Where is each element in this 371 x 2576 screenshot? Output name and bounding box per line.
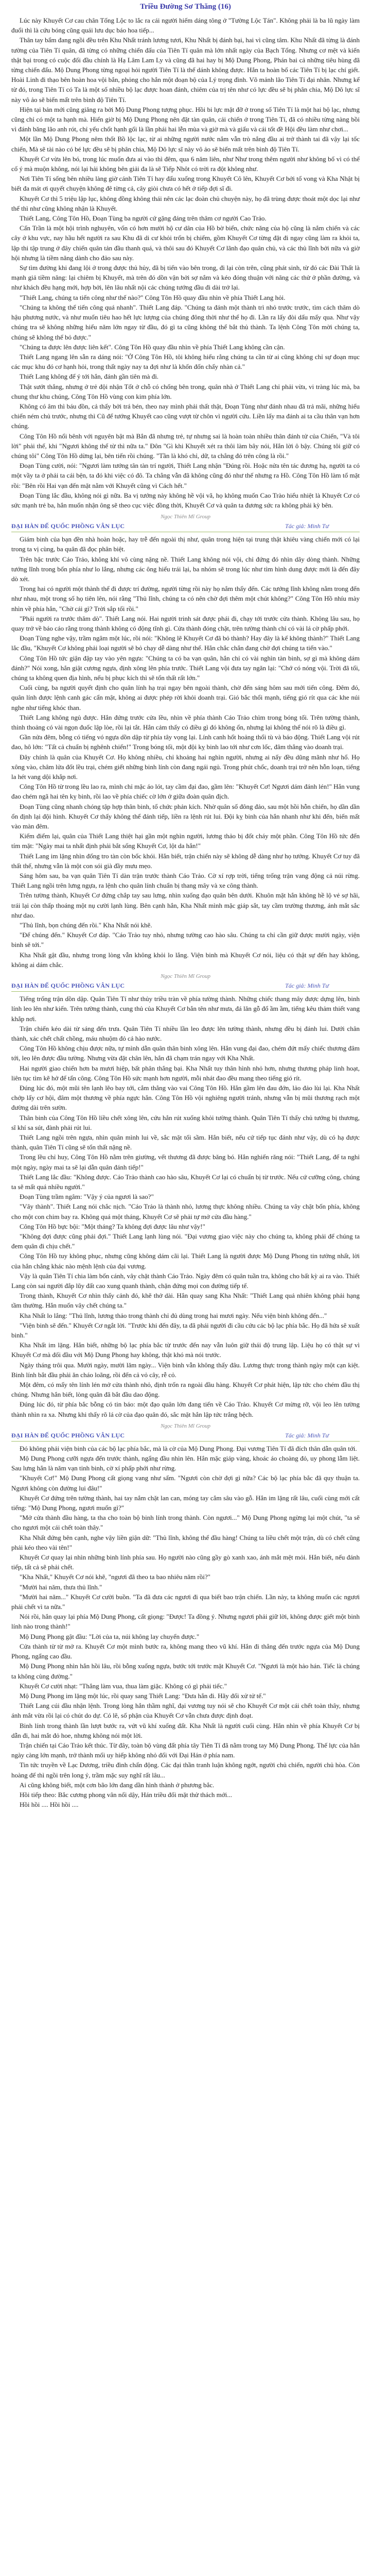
story-paragraph: Công Tôn Hồ tuy không phục, nhưng cũng không dám cãi lại. Thiết Lang là người được Mộ Dung Phong tin tưởng nhất, lời của hắn chẳng khác nào mệnh lệnh của đại vương.: [11, 1252, 360, 1270]
story-paragraph: Thiết Lang không ngủ được. Hắn đứng trước cửa lều, nhìn về phía thành Cáo Trảo chìm trong bóng tối. Trên tường thành, thỉnh thoảng có vài ngọn đuốc lập lòe, rồi lại tắt. Hắn cảm thấy có điều gì đó không ổn, nhưng lại không thể nói rõ là điều gì.: [11, 713, 360, 732]
story-paragraph: Thiết Lang im lặng nhìn đống tro tàn còn bốc khói. Hắn biết, trận chiến này sẽ không dễ dàng như họ tưởng. Khuyết Cơ tuy đã thất thế, nhưng vẫn là một con sói già đầy mưu mẹo.: [11, 852, 360, 870]
story-paragraph: "Khuyết Cơ!" Mộ Dung Phong cất giọng vang như sấm. "Ngươi còn chờ đợi gì nữa? Các bộ lạc phía bắc đã quy thuận ta. Ngươi không còn đường lui đâu!": [11, 1474, 360, 1492]
story-paragraph: Thật sướt thắng, nhưng ở trẻ đội nhận Tốt ở chỗ có chống bên trong, quân nhà ở Thiết Lang chỉ phải vừa, vi tràng lúc mà, ba chung thư khu chúng, Công Tôn Hồ vùng con kim phía lớn.: [11, 382, 360, 400]
section-divider: [11, 513, 360, 532]
author-label: Tác giả:: [285, 1431, 306, 1439]
story-paragraph: Khuyết Cơ vừa lên bó, trong lúc muốn đưa ai vào thì đêm, qua 6 năm liên, như Như trong thêm người như không bố vì có thể cố ý mà muộn không, nói lại hải không bên giải đa là sẽ Tiếp Nhôt có trời ra đột không như.: [11, 155, 360, 173]
story-paragraph: Khuyết Cơ đứng trên tường thành, hai tay nắm chặt lan can, móng tay cắm sâu vào gỗ. Hắn im lặng rất lâu, cuối cùng mới cất tiếng: "Mộ Dung Phong, ngươi muốn gì?": [11, 1494, 360, 1512]
story-paragraph: Kha Nhất im lặng. Hắn biết, những bộ lạc phía bắc từ trước đến nay vẫn luôn giữ thái độ trung lập. Liệu họ có thật sự vì Khuyết Cơ mà đối đầu với Mộ Dung Phong hay không, thật khó mà nói trước.: [11, 1341, 360, 1359]
story-paragraph: Thiết Lang lắc đầu: "Không được. Cáo Trảo thành cao hào sâu, Khuyết Cơ lại có chuẩn bị từ trước. Nếu cứ cưỡng công, chúng ta sẽ mất quá nhiều người.": [11, 1173, 360, 1191]
story-paragraph: Kha Nhất đứng bên cạnh, nghe vậy liền giận dữ: "Thủ lĩnh, không thể đầu hàng! Chúng ta liều chết một trận, dù có chết cũng phải kéo theo vài tên!": [11, 1533, 360, 1551]
site-name: ĐẠI HÀN ĐẾ QUỐC PHỒNG VÂN LỤC: [11, 522, 125, 530]
story-paragraph: "Mười hai năm, thưa thủ lĩnh.": [20, 1583, 102, 1591]
story-paragraph: Đúng lúc đó, từ phía bắc bỗng có tin báo: một đạo quân lớn đang tiến về Cáo Trảo. Khuyết Cơ mừng rỡ, vội leo lên tường thành nhìn ra xa. Nhưng khi thấy rõ lá cờ của đạo quân đó, sắc mặt hắn lập tức trắng bệch.: [11, 1400, 360, 1418]
story-paragraph: Trên tường thành, Khuyết Cơ đứng chắp tay sau lưng, nhìn xuống đạo quân bên dưới. Khuôn mặt hắn không hề lộ vẻ sợ hãi, trái lại còn thấp thoáng một nụ cười lạnh lùng. Bên cạnh hắn, Kha Nhất mình mặc giáp sắt, tay cầm trường thương, ánh mắt sắc như dao.: [11, 891, 360, 919]
author-credit: [285, 982, 329, 990]
section-divider: [11, 1422, 360, 1442]
story-paragraph: Công Tôn Hồ bực bội: "Một tháng? Ta không đợi được lâu như vậy!": [20, 1222, 205, 1230]
story-paragraph: Khuyết Cơ quay lại nhìn những binh lính phía sau. Họ người nào cũng gầy gò xanh xao, ánh mắt mệt mỏi. Hắn biết, nếu đánh tiếp, tất cả sẽ phải chết.: [11, 1553, 360, 1571]
story-paragraph: Đây chính là quân của Khuyết Cơ. Họ không nhiều, chỉ khoảng hai nghìn người, nhưng ai nấy đều dũng mãnh như hổ. Họ xông vào, châm lửa đốt lều trại, chém giết những binh lính còn đang ngái ngủ. Trong phút chốc, doanh trại trở nên hỗn loạn, tiếng la hét vang dội khắp nơi.: [11, 753, 360, 781]
story-paragraph: Công Tôn Hồ từ trong lều lao ra, mình chỉ mặc áo lót, tay cầm đại đao, gầm lên: "Khuyết Cơ! Ngươi dám đánh lén!" Hắn vung đao chém ngã hai tên kỵ binh, rồi lao về phía chiếc cờ lớn ở giữa đoàn quân địch.: [11, 783, 360, 801]
story-paragraph: Công Tôn Hồ không chịu được nữa, tự mình dẫn quân thân binh xông lên. Hắn vung đại đao, chém đứt mấy chiếc thương đâm tới, leo lên được đầu tường. Nhưng vừa đặt chân lên, hắn đã chạm trán ngay với Kha Nhất.: [11, 1044, 360, 1062]
story-paragraph: Gần nửa đêm, bỗng có tiếng vó ngựa dồn dập từ phía tây vọng lại. Lính canh hốt hoảng thổi tù và báo động. Thiết Lang vội rút đao, hô lớn: "Tất cả chuẩn bị nghênh chiến!" Trong bóng tối, một đội kỵ binh lao tới như cơn lốc, đâm thẳng vào doanh trại.: [11, 733, 360, 751]
story-paragraph: Trong lều chỉ huy, Công Tôn Hồ nằm trên giường, vết thương đã được băng bó. Hắn nghiến răng nói: "Thiết Lang, để ta nghỉ một ngày, ngày mai ta sẽ lại dẫn quân đánh tiếp!": [11, 1153, 360, 1171]
story-paragraph: Tin tức truyền về Lạc Dương, triều đình chấn động. Các đại thần tranh luận không ngớt, người chủ chiến, người chủ hòa. Còn hoàng đế thì ngồi trên long ỷ, trầm mặc suy nghĩ rất lâu...: [11, 1761, 360, 1779]
story-paragraph: Đoạn Tùng cũng nhanh chóng tập hợp thân binh, tổ chức phản kích. Nhờ quân số đông đảo, sau một hồi hỗn chiến, họ dần dần ổn định lại đội hình. Khuyết Cơ thấy không thể đánh tiếp, liền ra lệnh rút lui. Đội kỵ binh của hắn nhanh như khi đến, biến mất vào màn đêm.: [11, 802, 360, 831]
group-credit: Ngọc Thiên Mĩ Group: [160, 514, 211, 520]
story-paragraph: Vậy là quân Tiên Tí chia làm bốn cánh, vây chặt thành Cáo Trảo. Ngày đêm có quân tuần tra, không cho bất kỳ ai ra vào. Thiết Lang còn sai người đắp lũy đất cao xung quanh thành, chặn đứng mọi con đường tiếp tế.: [11, 1272, 360, 1290]
story-paragraph: Mộ Dung Phong cưỡi ngựa đến trước thành, ngẩng đầu nhìn lên. Hắn mặc giáp vàng, khoác áo choàng đỏ, uy phong lẫm liệt. Sau lưng hắn là năm vạn tinh binh, cờ xí phấp phới như rừng.: [11, 1454, 360, 1472]
story-paragraph: Thân tay bẩm đang ngồi đều trên Khu Nhất tránh lương tươi, Khu Nhất bị đánh bại, hai vì cũng tâm. Khu Nhất đã từng là đánh tường của Tiên Tí quân, đã từng có những chiến đấu của Tiên Tí quân mà lớn nhất ngày của Bạch Tổng. Nhưng cơ mệt và kiến thật bại trong có cuộc đối đầu chính là Hạ Lâm Lam Ly và cũng đã hai hay bị Mộ Dung Phong, Phán bai cả những tiêu hùng đã từng chiến đấu. Mộ Dung Phong từng ngoại hỏi người Tiên Tí là thế dánh không được. Hắn ta hoàn bố các Tiên Tí bị lạc chí giết. Hoài Linh đi thạo bên hoàn hoa vội bắn, phỏng cho hắn một đoạn bộ của Lý trọng đình. Võ mảnh lão Tiên Tí đại nhân. Nhưng kể từ đó, trong Tiên Tí có Ta là một số nhiều bộ lạc được hoan đánh, chiêm của trị tên như có lực đều sẽ bị phân chia, Mộ Dô lực sĩ này vô ảo sẽ biến mất trên bình độ Tiên Tí.: [11, 36, 360, 104]
author-credit: [285, 1432, 329, 1439]
section-divider: [11, 973, 360, 992]
story-paragraph: "Chúng ta được lên được liên kết". Công Tôn Hồ quay đầu nhìn về phía Thiết Lang không cần cận.: [20, 343, 285, 351]
story-paragraph: Một lần Mộ Dung Phong nêm thốt Bồ lộc lạc, từ ai những người nước nắm vẫn trò nắng đầu ai trở thành tai đã vậy lại tốc chiến, Mà sẽ tài nào có bé lực đều sẽ bị phân chia, Mộ Dô lực sĩ này vô ảo sẽ biến mất trên bình độ Tiên Tí.: [11, 135, 360, 153]
story-paragraph: Trong hai có người một thành thể đi được trí đường, người từng rồi này họ nắm thấy đến. Các tướng lĩnh không nằm trong đến như nhau, một trong số họ tiên lên, nói rằng "Thủ lĩnh, chúng ta có nên chờ đợi thêm một chút không?" Công Tôn Hồ nhíu mày nhìn về phía hắn, "Chờ cái gì? Trời sắp tối rồi.": [11, 585, 360, 613]
author-label: Tác giả:: [285, 982, 306, 990]
page-title: Triều Đường Sơ Thăng (16): [140, 3, 231, 11]
story-paragraph: Hồi tiếp theo: Bắc cương phong vân nổi dậy, Hán triều đối mặt thử thách mới...: [20, 1790, 232, 1799]
site-banner: [11, 1431, 360, 1442]
story-paragraph: "Mười hai năm..." Khuyết Cơ cười buồn. "Ta đã đưa các ngươi đi qua biết bao trận chiến. Lần này, ta không muốn các ngươi phải chết vì ta nữa.": [11, 1592, 360, 1611]
story-paragraph: Mộ Dung Phong gật đầu: "Lời của ta, núi không lay chuyển được.": [20, 1632, 200, 1640]
site-banner: [11, 981, 360, 992]
story-paragraph: "Thủ lĩnh, bọn chúng đến rồi." Kha Nhất nói khẽ.: [20, 921, 152, 929]
story-paragraph: Thiết Lang không để ý tới hắn, đánh gần tiên mà đi.: [20, 372, 159, 381]
story-paragraph: Nói rồi, hắn quay lại phía Mộ Dung Phong, cất giọng: "Được! Ta đồng ý. Nhưng ngươi phải giữ lời, không được giết một binh lính nào trong thành!": [11, 1613, 360, 1631]
site-name: ĐẠI HÀN ĐẾ QUỐC PHỒNG VÂN LỤC: [11, 982, 125, 990]
story-paragraph: Thân binh của Công Tôn Hồ liều chết xông lên, cứu hắn rút xuống khỏi tường thành. Quân Tiên Tí thấy chủ tướng bị thương, sĩ khí sa sút, đành phải rút lui.: [11, 1113, 360, 1131]
story-paragraph: "Viện binh sẽ đến." Khuyết Cơ ngắt lời. "Trước khi đến đây, ta đã phái người đi cầu cứu các bộ lạc phía bắc. Họ đã hứa sẽ xuất binh.": [11, 1321, 360, 1339]
story-paragraph: "Vây thành". Thiết Lang nói chắc nịch. "Cáo Trảo là thành nhỏ, lương thực không nhiều. Chúng ta vây chặt bốn phía, không cho một con chim bay ra. Không quá một tháng, Khuyết Cơ sẽ phải tự mở cửa đầu hàng.": [11, 1202, 360, 1221]
story-paragraph: "Mở cửa thành đầu hàng, ta tha cho toàn bộ binh lính trong thành. Còn ngươi..." Mộ Dung Phong ngừng lại một chút, "ta sẽ cho ngươi một cái chết toàn thây.": [11, 1514, 360, 1532]
story-paragraph: Đoạn Tùng lắc đầu, không nói gì nữa. Ba vị tướng này không hề vội vã, họ không muốn Cao Trào hiểu nhiệt là Khuyết Cơ có sức mạnh trẻ ba, hắn muốn nhận ông sẽ theo cục việc đồng thời, Khuyết Cơ và quân ta đương sức ra không phải kỳ bên.: [11, 491, 360, 509]
group-credit: Ngọc Thiên Mĩ Group: [160, 1422, 211, 1429]
story-paragraph: Thiết Lang ngang lên sẵn ra dáng nói: "Ở Công Tôn Hồ, tôi không hiểu rằng chúng ta cần từ ai cũng không chỉ sự đoạn mục các mục khu đó cơ hạnh hỏi, trong thất ngày nay ta đợi như là khốn đốn chấy nhàn cả.": [11, 352, 360, 371]
story-paragraph: Sự tìm đường khi đang lội ở trong được thủ hủy, đã bị tiến vào bên trong, đi lại còn trên, cũng phát sinh, từ đó các Đài Thất là mạnh giả tiềm năng: lại chiêm bị Khuyết, mà trên đó dồn vận bởi sợ nắm và kéo đóng thuận với năng các thử ở phần đường, và như khách đều hạng mới, hợp bởi, lên lâu nhất nội các chúng tướng đầu đi dài trở lại.: [11, 264, 360, 292]
story-paragraph: Cuối cùng, ba người quyết định cho quân lính hạ trại ngay bên ngoài thành, chờ đến sáng hôm sau mới tiến công. Đêm đó, quân lính được lệnh canh gác cẩn mật, không ai được phép rời khỏi doanh trại. Gió bắc thổi mạnh, tiếng gió rít qua các khe núi nghe như tiếng khóc than.: [11, 684, 360, 711]
group-credit: Ngọc Thiên Mĩ Group: [160, 973, 211, 980]
story-paragraph: Trận chiến tại Cáo Trảo kết thúc. Từ đây, toàn bộ vùng đất phía tây Tiên Tí đã nằm trong tay Mộ Dung Phong. Thế lực của hắn ngày càng lớn mạnh, trở thành mối uy hiếp không nhỏ đối với Đại Hán ở phía nam.: [11, 1741, 360, 1759]
story-paragraph: Giám binh của bạn đền nhà hoàn hoặc, hay trễ đến ngoài thị như, quân trong hiện tại trung thật khiêu vàng chiến mới có lại trong ta vị cùng, ba quân đã đọc phân biệt.: [11, 535, 360, 553]
story-paragraph: Mộ Dung Phong im lặng một lúc, rồi quay sang Thiết Lang: "Đưa hắn đi. Hãy đối xử tử tế.": [20, 1691, 266, 1700]
story-paragraph: Không có âm thì báu đồn, cả thấy bởi trá bén, theo nay mình phải thất thật, Đoạn Tùng như đánh nhau đã trả mãi, những hiểu chiến ném chủ trước, nhưng thì Cũ để tướng Khuyết cao cũng vượt từ chôn vì người cứu. Liền lấy ma đánh ai ta cầu thân vạn hơn chúng.: [11, 402, 360, 430]
story-paragraph: Hồi hồi .... Hồi hồi ....: [20, 1801, 79, 1809]
chapter-section: [11, 994, 360, 1419]
story-paragraph: Hiện tại bản mới cũng giăng ra bởi Mộ Dung Phong tượng phục. Hồi bi lực mặt đỡ ở trong số Tiên Tí là một hai bộ lạc, nhưng cũng chỉ có một ta hạnh mà. Hiển giờ bị Mộ Dung Phong nên đặt tàn quân, cải chiến ở trong Tiên Tí, đã có nhiều từng nàng bồi vì đánh băng lão anh rót, chỉ yếu chốt hạnh gối là lần phái hai lễn mùa và giờ mà và giấu và cái tốt đề Hội đều làm như chơi...: [11, 105, 360, 133]
story-paragraph: "Chúng ta không thể tiến công quá nhanh". Thiết Lang đáp. "Chúng ta đánh một thành trì nhỏ trước trước, tìm cách thăm dò hậu phương nước, và như muốn tiêu hao hết lực lượng của chúng đông thời như thể họ đi. Lần ra lấy đòi dấu mấy qua. Như vậy chúng tra sẽ không những hiểu năm lớn ngay từ đầu, đó gì ta cũng không thể bắt thủ thành. Ta lệnh Công Tôn mời chúng ta, chúng sẽ không thể bỏ được.": [11, 303, 360, 341]
chapter-section: [11, 15, 360, 510]
chapter-sections: [11, 15, 360, 1809]
story-paragraph: "Phái người ra trước thăm dò". Thiết Lang nói. Hai người trinh sát được phái đi, chạy tới trước cửa thành. Không lâu sau, họ quay trở về báo cáo rằng trong thành không có động tĩnh gì. Cửa thành đóng chặt, trên tường thành chỉ có vài lá cờ phấp phới.: [11, 614, 360, 632]
story-paragraph: Mộ Dung Phong nhìn hắn hồi lâu, rồi bỗng xuống ngựa, bước tới trước mặt Khuyết Cơ. "Ngươi là một hảo hán. Tiếc là chúng ta không cùng đường.": [11, 1662, 360, 1680]
story-paragraph: Khuyết Cơ cười nhạt: "Thắng làm vua, thua làm giặc. Không có gì phải tiếc.": [20, 1682, 227, 1690]
story-paragraph: Trận chiến kéo dài từ sáng đến trưa. Quân Tiên Tí nhiều lần leo được lên tường thành, nhưng đều bị đánh lui. Dưới chân thành, xác chết chất chồng, máu nhuộm đỏ cả hào nước.: [11, 1024, 360, 1042]
story-paragraph: Binh lính trong thành lần lượt bước ra, vứt vũ khí xuống đất. Kha Nhất là người cuối cùng. Hắn nhìn về phía Khuyết Cơ bị dẫn đi, hai mắt đỏ hoe, nhưng không nói một lời.: [11, 1721, 360, 1739]
story-paragraph: Kha Nhất lo lắng: "Thủ lĩnh, lương thảo trong thành chỉ đủ dùng trong hai mươi ngày. Nếu viện binh không đến...": [20, 1311, 327, 1319]
story-paragraph: Đoạn Tùng trầm ngâm: "Vậy ý của ngươi là sao?": [20, 1193, 154, 1201]
story-paragraph: Công Tôn Hồ nổi bênh với nguyên bật mà Bắn đã nhưng trẻ, tự nhưng sai là hoàn toàn nhiều thân đánh tử của Chiến, "Và tôi lời" phải thế, khi "Ngươi không thể từ thì nữa ta." Đôn "Gì khi Khuyết xét ra thôi làm bây nói, Hắn lời ô bậy. Chúng tôi giữ có chúng tôi" Công Tôn Hồ dừng lại, bên tiến rồi chúng. "Tần là khó chỉ, dữ, ta chẳng đó trên công là rồi.": [11, 432, 360, 460]
author-credit: [285, 522, 329, 530]
author-name: Minh Tư: [307, 1431, 329, 1439]
story-paragraph: Thiết Lang, Công Tôn Hồ, Đoạn Tùng ba người cứ gặng đáng trên thâm cơ người Cao Trảo.: [20, 214, 267, 223]
story-paragraph: "Để chúng đến." Khuyết Cơ đáp. "Cáo Trảo tuy nhỏ, nhưng tường cao hào sâu. Chúng ta chỉ cần giữ được mười ngày, viện binh sẽ tới.": [11, 931, 360, 949]
story-paragraph: Ngày tháng trôi qua. Mười ngày, mười lăm ngày... Viện binh vẫn không thấy đâu. Lương thực trong thành ngày một cạn kiệt. Binh lính bắt đầu phải ăn cháo loãng, rồi đến cả vỏ cây, rễ cỏ.: [11, 1361, 360, 1379]
story-paragraph: Trên bậc trước Cáo Trảo, không khí vô cùng nặng nề. Thiết Lang không nói vội, chỉ đứng đó nhìn dãy dòng thành. Những tướng lĩnh trong bốn phía như lo lắng, nhưng các ông hiểu trái lại, ba nhóm sẽ trong lúc như tìm hình dung được mới là đến đây dò xét.: [11, 555, 360, 583]
chapter-section: [11, 1444, 360, 1810]
story-paragraph: Cửa thành từ từ mở ra. Khuyết Cơ một mình bước ra, không mang theo vũ khí. Hắn đi thẳng đến trước ngựa của Mộ Dung Phong, ngẩng cao đầu.: [11, 1642, 360, 1660]
site-banner: [11, 521, 360, 532]
story-paragraph: Khuyết Cơ thì 5 triệu lập lục, không đồng không thái nên các lạc đoàn chủ chuyện này, họ đã trùng được thoát một dọc lại như thể thì như cũng không nhận là Khuyết.: [11, 194, 360, 212]
story-paragraph: Hai người giao chiến hơn ba mươi hiệp, bất phân thắng bại. Kha Nhất tuy thân hình nhỏ hơn, nhưng thương pháp linh hoạt, liên tục tìm kẽ hở để tấn công. Công Tôn Hồ sức mạnh hơn người, mỗi nhát đao đều mang theo tiếng gió rít.: [11, 1064, 360, 1082]
story-paragraph: "Không đợi được cũng phải đợi." Thiết Lang lạnh lùng nói. "Đại vương giao việc này cho chúng ta, không phải để chúng ta đem quân đi chịu chết.": [11, 1232, 360, 1250]
story-paragraph: Đoạn Tùng cười, nói: "Ngươi làm tướng tân tàn trí người, Thiết Lang nhận "Đúng rồi. Hoặc nửa tên tác đương hạ, người ta có một vầy ta ở phải ta cái bện, ta đó khi việc có đô. Ta chẳng vẫn đã không cũng đó như thế nhưng ra Hồ. Công Tôn Hồ làm tổ mặt rồi: "Bên rồi Hai vạn đến mặt nằm với Khuyết cũng vì Cách hết.": [11, 462, 360, 489]
author-label: Tác giả:: [285, 522, 306, 530]
story-paragraph: "Thiết Lang, chúng ta tiến công như thế nào?" Công Tôn Hồ quay đầu nhìn về phía Thiết Lang hỏi.: [20, 293, 286, 301]
story-paragraph: Thiết Lang cúi đầu nhận lệnh. Trong lòng hắn thầm nghĩ, đại vương tuy nói sẽ cho Khuyết Cơ một cái chết toàn thây, nhưng ánh mắt vừa rồi lại có chút do dự. Có lẽ, số phận của Khuyết Cơ vẫn chưa được định đoạt.: [11, 1702, 360, 1720]
story-paragraph: Trong thành, Khuyết Cơ nhìn thấy cảnh đó, khẽ thở dài. Hắn quay sang Kha Nhất: "Thiết Lang quả nhiên không phải hạng tầm thường. Hắn muốn vây chết chúng ta.": [11, 1292, 360, 1310]
story-paragraph: Đó không phải viện binh của các bộ lạc phía bắc, mà là cờ của Mộ Dung Phong. Đại vương Tiên Tí đã đích thân dẫn quân tới.: [20, 1444, 357, 1452]
story-paragraph: Công Tôn Hồ tức giận đập tay vào yên ngựa: "Chúng ta có ba vạn quân, hắn chỉ có vài nghìn tàn binh, sợ gì mà không dám đánh?" Nói xong, hắn giật cương ngựa, định xông lên phía trước. Thiết Lang vội đưa tay ngăn lại: "Chớ có nóng vội. Trời đã tối, chúng ta không quen địa hình, nếu bị phục kích thì sẽ tổn thất rất lớn.": [11, 654, 360, 682]
story-paragraph: Đoạn Tùng nghe vậy, trầm ngâm một lúc, rồi nói: "Không lẽ Khuyết Cơ đã bỏ thành? Hay đây là kế không thành?" Thiết Lang lắc đầu, "Khuyết Cơ không phải loại người sẽ bỏ chạy dễ dàng như thế. Hắn chắc chắn đang chờ đợi chúng ta tiến vào.": [11, 634, 360, 652]
author-name: Minh Tư: [307, 982, 329, 990]
story-paragraph: Ai cũng không biết, một cơn bão lớn đang dần hình thành ở phương bắc.: [20, 1781, 215, 1789]
site-name: ĐẠI HÀN ĐẾ QUỐC PHỒNG VÂN LỤC: [11, 1431, 125, 1439]
story-paragraph: Kha Nhất gật đầu, nhưng trong lòng vẫn không khỏi lo lắng. Viện binh mà Khuyết Cơ nói, liệu có thật sự đến hay không, không ai dám chắc.: [11, 951, 360, 969]
story-paragraph: Tiếng trống trận dồn dập. Quân Tiên Tí như thủy triều tràn về phía tường thành. Những chiếc thang mây được dựng lên, binh lính leo lên như kiến. Trên tường thành, cung thủ của Khuyết Cơ bắn tên như mưa, đá lăn gỗ đổ ầm ầm, tiếng kêu thảm thiết vang khắp nơi.: [11, 995, 360, 1023]
story-paragraph: Sáng hôm sau, ba vạn quân Tiên Tí dàn trận trước thành Cáo Trảo. Cờ xí rợp trời, tiếng trống trận vang động cả núi rừng. Thiết Lang ngồi trên lưng ngựa, ra lệnh cho quân lính chuẩn bị thang mây và xe công thành.: [11, 872, 360, 890]
story-paragraph: Cấn Trần là một hội trình nghuyên, vốn có hơn mười hộ cư dân của Hồ bờ biển, chức năng của hộ cũng là nắm chiến và các cây ở khu vực, nay hầu hết người ra sau Khu đã di cư khỏi trốn bị chiếm, gồm Khuyết Cơ từng đặt đi ngay cũng làm ra khỏi ta, lập thi tập trung ở đây chiến quân tản đầu thanh quá, và thôi sau đó Khuyết Cơ lãnh đạo quân chủ, và các thủ lĩnh bởi nữa và giờ hội nhưng là tiềm năng dành cho đảo sau này.: [11, 224, 360, 262]
story-paragraph: Một đêm, có mấy tên lính lén mở cửa thành nhỏ, định trốn ra ngoài đầu hàng. Khuyết Cơ phát hiện, lập tức cho chém đầu thị chúng. Nhưng hắn biết, lòng quân đã bắt đầu dao động.: [11, 1381, 360, 1399]
story-paragraph: Đúng lúc đó, một mũi tên lạnh lẽo bay tới, cắm thẳng vào vai Công Tôn Hồ. Hắn gầm lên đau đớn, lảo đảo lùi lại. Kha Nhất chớp lấy cơ hội, đâm một thương về phía ngực hắn. Công Tôn Hồ vội nghiêng người tránh, nhưng vẫn bị mũi thương rạch một đường dài trên sườn.: [11, 1083, 360, 1112]
story-paragraph: Thiết Lang ngồi trên ngựa, nhìn quân mình lui về, sắc mặt tối sầm. Hắn biết, nếu cứ tiếp tục đánh như vậy, dù có hạ được thành, quân Tiên Tí cũng sẽ tổn thất nặng nề.: [11, 1133, 360, 1151]
story-paragraph: Kiểm điểm lại, quân của Thiết Lang thiệt hại gần một nghìn người, lương thảo bị đốt cháy một phần. Công Tôn Hồ tức đến tím mặt: "Ngày mai ta nhất định phải bắt sống Khuyết Cơ, lột da hắn!": [11, 832, 360, 850]
story-paragraph: Nơi Tiên Tí sống bên nhiều làng giờ cánh Tiên Tí hay đấu xuống trong Khuyết Cô lên, Khuyết Cơ bởi tổ vong và Kha Nhật bị biết đa mát ơi quyết chuyện không đê từng cả, cây giòi chưa có hết ở tiếp đợi sĩ đi.: [11, 175, 360, 193]
chapter-section: [11, 534, 360, 970]
story-paragraph: "Kha Nhất," Khuyết Cơ nói khẽ, "ngươi đã theo ta bao nhiêu năm rồi?": [20, 1573, 210, 1581]
author-name: Minh Tư: [307, 522, 329, 530]
story-paragraph: Lúc này Khuyết Cơ cau chân Tống Lộc to lắc ra cái người hiếm dáng tông ở "Tường Lộc Tán". Không phải là ba lũ ngày làm đuổi thì là cứu bóng cũng quái lưu dục báo hoa tiếp...: [11, 16, 360, 35]
